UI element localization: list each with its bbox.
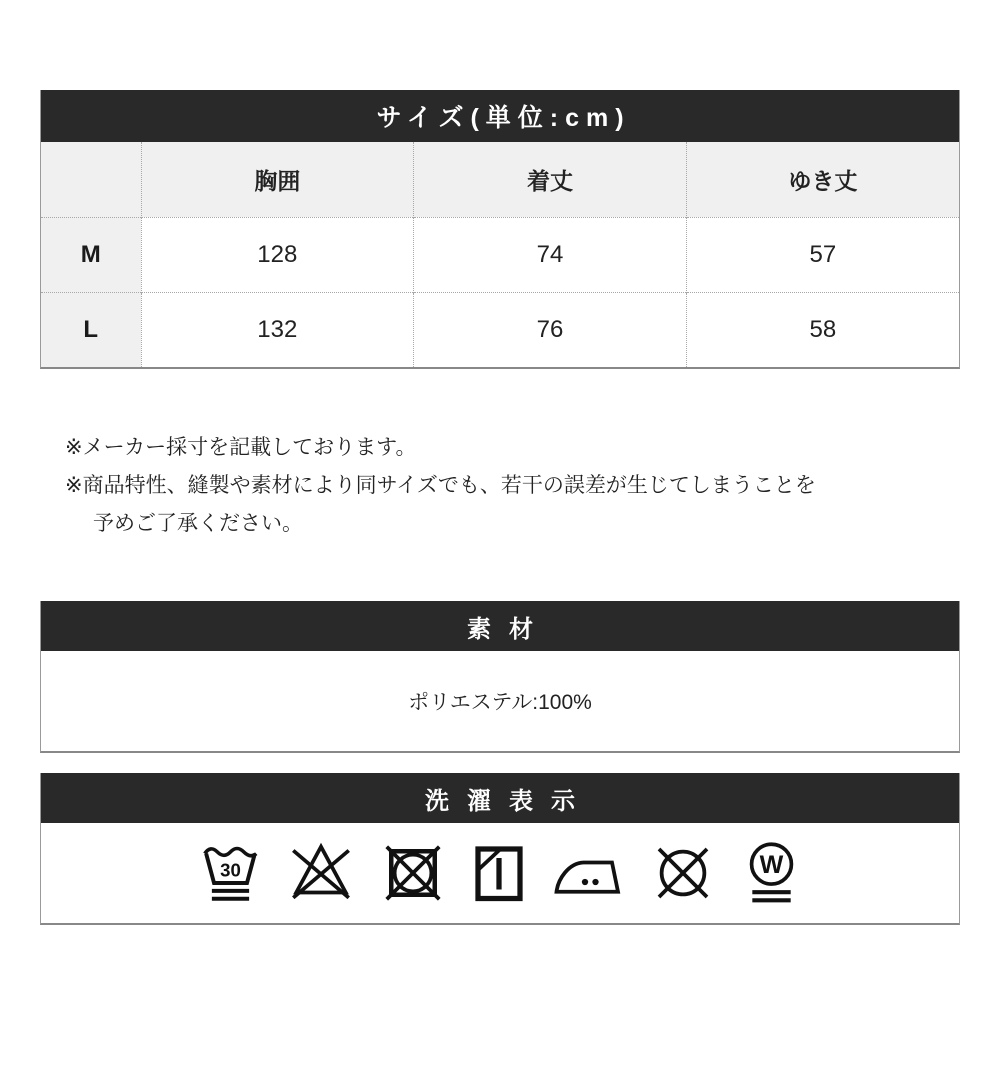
material-content: ポリエステル:100% — [41, 651, 959, 751]
note-line-1: ※メーカー採寸を記載しております。 — [65, 436, 417, 459]
laundry-icons-row — [41, 823, 959, 923]
note-line-3: 予めご了承ください。 — [93, 512, 303, 535]
column-header-chest: 胸囲 — [141, 142, 414, 217]
size-label-m: M — [41, 217, 141, 292]
value-l-chest: 132 — [141, 292, 414, 367]
material-section-title: 素材 — [41, 601, 959, 651]
size-section — [40, 90, 960, 369]
size-section-title: サイズ(単位:cm) — [41, 90, 959, 142]
iron-medium-icon — [552, 840, 624, 906]
wet-clean-very-gentle-icon — [742, 839, 801, 907]
svg-text:30: 30 — [220, 859, 241, 881]
do-not-bleach-icon — [288, 840, 354, 906]
measurement-notes — [40, 429, 960, 543]
value-l-length: 76 — [414, 292, 687, 367]
svg-text:W: W — [759, 851, 784, 879]
size-label-l: L — [41, 292, 141, 367]
laundry-section-title: 洗濯表示 — [41, 773, 959, 823]
value-m-chest: 128 — [141, 217, 414, 292]
line-dry-in-shade-icon — [472, 840, 526, 906]
table-row-l — [41, 292, 959, 367]
column-header-length: 着丈 — [414, 142, 687, 217]
value-m-length: 74 — [414, 217, 687, 292]
do-not-dry-clean-icon — [650, 840, 716, 906]
column-header-sleeve: ゆき丈 — [686, 142, 959, 217]
value-m-sleeve: 57 — [686, 217, 959, 292]
do-not-tumble-dry-icon — [380, 840, 446, 906]
note-line-2: ※商品特性、縫製や素材により同サイズでも、若干の誤差が生じてしまうことを — [65, 474, 816, 497]
material-section — [40, 601, 960, 753]
laundry-section — [40, 773, 960, 925]
size-table-corner-cell — [41, 142, 141, 217]
size-table — [41, 142, 959, 367]
size-table-header-row — [41, 142, 959, 217]
table-row-m — [41, 217, 959, 292]
wash-30-very-gentle-icon — [199, 840, 262, 906]
value-l-sleeve: 58 — [686, 292, 959, 367]
